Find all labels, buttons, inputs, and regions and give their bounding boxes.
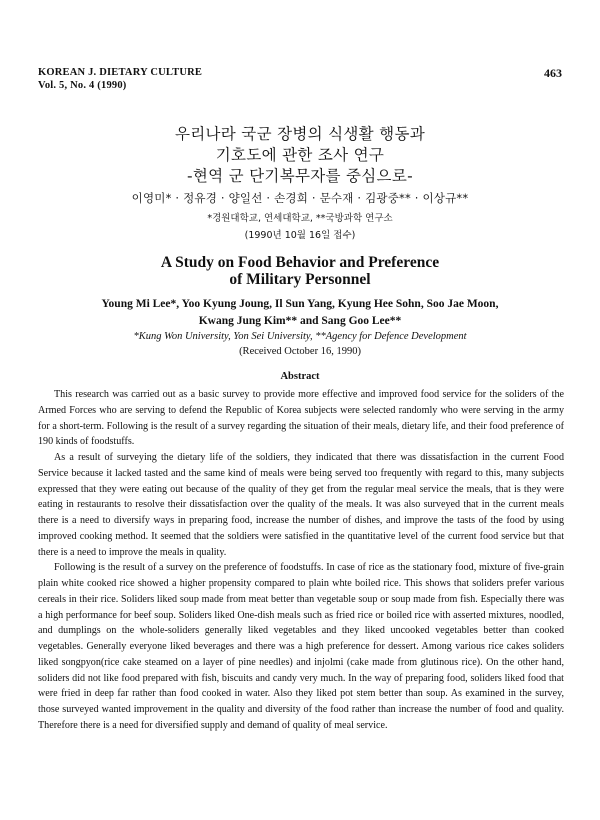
abstract-paragraph-3: Following is the result of a survey on the preference of foodstuffs. In case of rice as the stationary food, mixture of five-grain plain white cooked rice showed a higher propensity compared to plain whte boiled rice. This shows that soliders prefer various cereals in their rice. Soliders liked soup made from meat better than vegetable soup or soup made from fish. Especially there was a high performance for beef soup. Soliders liked One-dish meals such as fried rice or boiled rice with asserted mixtures, noodled, and dumplings on the whole-soliders generally liked vegetables and they liked uncooked vegetables better than cooked vegetables. Generally everyone liked beverages and there was a high preference for dessert. Among various rice cakes soliders liked songpyon(rice cake steamed on a layer of pine needles) and injolmi (cake made from glutinous rice). On the other hand, soliders did not like food prepared with fish, biscuits and candy very much. In the way of preparing food, soliders liked food that were fried in deep far rather than food cooked in water. Also they liked pot stem better than soup. As examined in the survey, those surveyed wanted improvement in the quality and diversity of the food rather than increase the number of food and quality. Therefore there is a need for diversified supply and demand of quality of meal service. <box>38 562 564 731</box>
journal-header <box>38 66 202 92</box>
abstract-paragraph-2: As a result of surveying the dietary life of the soldiers, they indicated that there was dissatisfaction in the current Food Service because it lacked tasted and the same kind of meals were being served too frequently with regard to this, many subjects expressed that they were eating out because of the quality of they get from the regular meal service the meals, that is they were eating in restaurants to resolve their dissatisfaction over the quality of the meals. It was also surveyed that in the current meals there is a need to diversify ways in preparing food, increase the number of dishes, and improve the tasts of the food by using improved cooking method. It seemed that the soldiers were satisfied in the quantitative level of the current food service but that there is a need to improve the meals in quality. <box>38 452 564 558</box>
korean-received-date: (1990년 10월 16일 접수) <box>244 230 356 241</box>
abstract-body <box>38 387 564 734</box>
english-authors-line-2: Kwang Jung Kim** and Sang Goo Lee** <box>198 315 402 327</box>
korean-title-line-2: 기호도에 관한 조사 연구 <box>215 146 385 164</box>
english-affiliations: *Kung Won University, Yon Sei University, **Agency for Defence Development <box>133 331 467 342</box>
journal-volume: Vol. 5, No. 4 (1990) <box>38 80 127 91</box>
journal-name: KOREAN J. DIETARY CULTURE <box>38 67 203 78</box>
english-authors <box>0 296 600 330</box>
korean-authors: 이영미* · 정유경 · 양일선 · 손경희 · 문수재 · 김광중** · 이상규** <box>131 191 469 205</box>
korean-subtitle: -현역 군 단기복무자를 중심으로- <box>186 167 414 185</box>
english-received-date: (Received October 16, 1990) <box>239 346 361 357</box>
korean-affiliations: *경원대학교, 연세대학교, **국방과학 연구소 <box>207 213 393 224</box>
english-title <box>0 254 600 288</box>
korean-title-line-1: 우리나라 국군 장병의 식생활 행동과 <box>174 125 425 143</box>
abstract-paragraph-1: This research was carried out as a basic survey to provide more effective and improved food service for the soliders of the Armed Forces who are serving to defend the Republic of Korea subjects were selected randomly who were serving in the army for a short-term. Following is the result of a survey regarding the situation of their meals, dietary life, and their food preference of 190 kinds of foodstuffs. <box>38 389 564 448</box>
english-title-line-1: A Study on Food Behavior and Preference <box>160 254 440 271</box>
english-title-line-2: of Military Personnel <box>229 271 371 288</box>
abstract-heading: Abstract <box>280 371 320 382</box>
page-number: 463 <box>544 66 562 80</box>
english-authors-line-1: Young Mi Lee*, Yoo Kyung Joung, Il Sun Yang, Kyung Hee Sohn, Soo Jae Moon, <box>101 298 499 310</box>
korean-title <box>0 124 600 187</box>
